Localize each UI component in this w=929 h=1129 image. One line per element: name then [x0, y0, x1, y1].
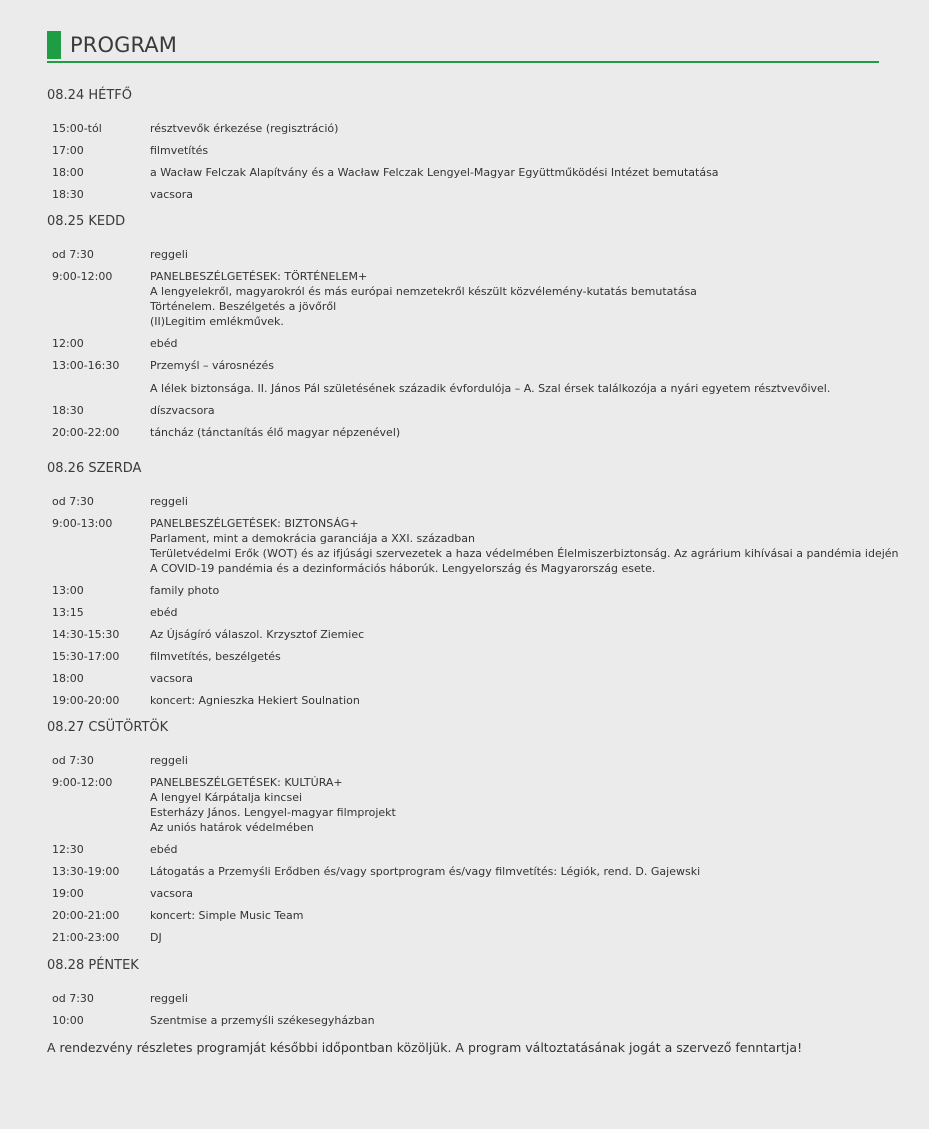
schedule-description-line: ebéd [150, 843, 178, 856]
schedule-description-line: résztvevők érkezése (regisztráció) [150, 122, 339, 135]
schedule-description [150, 775, 879, 835]
schedule-time: 17:00 [52, 144, 84, 157]
schedule-description-line: filmvetítés, beszélgetés [150, 650, 281, 663]
schedule-time: 15:00-tól [52, 122, 102, 135]
schedule-description [150, 864, 879, 879]
day-rows [47, 991, 879, 1028]
schedule-row [47, 358, 879, 373]
schedule-description-line: A lengyelekről, magyarokról és más európai nemzetekről készült közvélemény-kutatás bemutatása [150, 285, 697, 298]
schedule-description [150, 494, 879, 509]
day-rows [47, 753, 879, 945]
schedule-time: od 7:30 [52, 754, 94, 767]
schedule-row [47, 908, 879, 923]
schedule-description-line: A lengyel Kárpátalja kincsei [150, 791, 303, 804]
schedule-time: 13:15 [52, 606, 84, 619]
schedule-description [150, 336, 879, 351]
day-title: 08.28 PÉNTEK [47, 958, 139, 973]
schedule-time: 13:30-19:00 [52, 865, 120, 878]
schedule-row [47, 121, 879, 136]
schedule-row [47, 247, 879, 262]
day-rows [47, 247, 879, 440]
schedule-row [47, 336, 879, 351]
schedule-time: od 7:30 [52, 495, 94, 508]
day-title: 08.24 HÉTFŐ [47, 88, 132, 103]
schedule-row [47, 930, 879, 945]
schedule-description-line: A COVID-19 pandémia és a dezinformációs háborúk. Lengyelország és Magyarország esete. [150, 562, 656, 575]
footer-note: A rendezvény részletes programját későbbi időpontban közöljük. A program változtatásának jogát a szervező fenntartja! [47, 1040, 803, 1055]
schedule-description-line: Szentmise a przemyśli székesegyházban [150, 1014, 375, 1027]
schedule-row [47, 775, 879, 835]
schedule-description-line: Przemyśl – városnézés [150, 359, 275, 372]
day-section [47, 958, 879, 1028]
schedule-row [47, 605, 879, 620]
schedule-description-line: Az uniós határok védelmében [150, 821, 314, 834]
schedule-time: 18:00 [52, 672, 84, 685]
schedule-time: 12:30 [52, 843, 84, 856]
schedule-time: 12:00 [52, 337, 84, 350]
schedule-row [47, 494, 879, 509]
day-rows [47, 121, 879, 202]
schedule-description-line: reggeli [150, 495, 188, 508]
schedule-row [47, 753, 879, 768]
day-title: 08.26 SZERDA [47, 461, 142, 476]
schedule-row [47, 187, 879, 202]
schedule-description [150, 516, 899, 576]
schedule-description-line: Esterházy János. Lengyel-magyar filmprojekt [150, 806, 396, 819]
header-accent-bar [47, 31, 61, 59]
schedule-description [150, 627, 879, 642]
schedule-description-line: vacsora [150, 672, 194, 685]
schedule-time: od 7:30 [52, 248, 94, 261]
schedule-description-line: PANELBESZÉLGETÉSEK: TÖRTÉNELEM+ [150, 270, 368, 283]
schedule-description-line: reggeli [150, 992, 188, 1005]
schedule [47, 88, 899, 1028]
schedule-description-line: PANELBESZÉLGETÉSEK: KULTÚRA+ [150, 776, 343, 789]
schedule-description-line: (II)Legitim emlékművek. [150, 315, 284, 328]
schedule-description [150, 403, 879, 418]
schedule-description-line: A lélek biztonsága. II. János Pál születésének századik évfordulója – A. Szal érsek találkozója a nyári egyetem résztvevőivel. [150, 382, 831, 395]
schedule-description-line: a Wacław Felczak Alapítvány és a Wacław Felczak Lengyel-Magyar Együttműködési Intézet bemutatása [150, 166, 719, 179]
schedule-description-line: Történelem. Beszélgetés a jövőről [150, 300, 337, 313]
schedule-time: 13:00-16:30 [52, 359, 120, 372]
schedule-description [150, 693, 879, 708]
schedule-description [150, 649, 879, 664]
schedule-time: 9:00-12:00 [52, 776, 113, 789]
schedule-description-line: Az Újságíró válaszol. Krzysztof Ziemiec [150, 628, 365, 641]
schedule-row [47, 671, 879, 686]
schedule-description-line: díszvacsora [150, 404, 215, 417]
schedule-description-line: family photo [150, 584, 220, 597]
schedule-description-line: koncert: Agnieszka Hekiert Soulnation [150, 694, 360, 707]
schedule-row [47, 1013, 879, 1028]
schedule-description-line: ebéd [150, 337, 178, 350]
schedule-time: 19:00 [52, 887, 84, 900]
day-rows [47, 494, 899, 708]
schedule-row [47, 886, 879, 901]
schedule-description-line: Látogatás a Przemyśli Erődben és/vagy sportprogram és/vagy filmvetítés: Légiók, rend. D. Gajewski [150, 865, 701, 878]
schedule-time: 10:00 [52, 1014, 84, 1027]
schedule-row [47, 693, 879, 708]
schedule-row [47, 381, 879, 396]
schedule-time: od 7:30 [52, 992, 94, 1005]
schedule-description-line: koncert: Simple Music Team [150, 909, 304, 922]
schedule-description [150, 165, 879, 180]
schedule-description-line: vacsora [150, 887, 194, 900]
schedule-description [150, 605, 879, 620]
schedule-time: 18:30 [52, 188, 84, 201]
schedule-description [150, 583, 879, 598]
schedule-description [150, 425, 879, 440]
schedule-description [150, 753, 879, 768]
schedule-description [150, 121, 879, 136]
schedule-description-line: Területvédelmi Erők (WOT) és az ifjúsági szervezetek a haza védelmében Élelmiszerbiztonság. Az agrárium kihívásai a pandémia idején [150, 547, 899, 560]
schedule-time: 9:00-12:00 [52, 270, 113, 283]
schedule-row [47, 649, 879, 664]
day-section [47, 214, 879, 440]
schedule-description [150, 381, 879, 396]
schedule-description [150, 1013, 879, 1028]
schedule-description [150, 886, 879, 901]
schedule-description [150, 358, 879, 373]
schedule-time: 18:30 [52, 404, 84, 417]
schedule-description-line: PANELBESZÉLGETÉSEK: BIZTONSÁG+ [150, 517, 359, 530]
schedule-row [47, 842, 879, 857]
schedule-row [47, 403, 879, 418]
schedule-time: 9:00-13:00 [52, 517, 113, 530]
page-title: PROGRAM [70, 33, 177, 57]
schedule-description [150, 247, 879, 262]
schedule-time: 18:00 [52, 166, 84, 179]
schedule-description-line: vacsora [150, 188, 194, 201]
schedule-description [150, 908, 879, 923]
schedule-description-line: reggeli [150, 248, 188, 261]
schedule-description-line: ebéd [150, 606, 178, 619]
schedule-description [150, 842, 879, 857]
schedule-time: 15:30-17:00 [52, 650, 120, 663]
schedule-row [47, 269, 879, 329]
schedule-row [47, 165, 879, 180]
schedule-row [47, 627, 879, 642]
schedule-row [47, 991, 879, 1006]
schedule-description-line: DJ [150, 931, 162, 944]
schedule-description-line: filmvetítés [150, 144, 209, 157]
schedule-time: 21:00-23:00 [52, 931, 120, 944]
schedule-row [47, 864, 879, 879]
schedule-time: 20:00-21:00 [52, 909, 120, 922]
schedule-time: 14:30-15:30 [52, 628, 120, 641]
program-page [47, 31, 899, 1056]
day-section [47, 461, 899, 708]
schedule-description [150, 143, 879, 158]
schedule-description [150, 930, 879, 945]
schedule-description-line: táncház (tánctanítás élő magyar népzenével) [150, 426, 401, 439]
schedule-description [150, 991, 879, 1006]
schedule-time: 20:00-22:00 [52, 426, 120, 439]
schedule-time: 13:00 [52, 584, 84, 597]
schedule-time: 19:00-20:00 [52, 694, 120, 707]
schedule-row [47, 583, 879, 598]
program-header [47, 31, 879, 63]
day-title: 08.25 KEDD [47, 214, 126, 229]
day-section [47, 720, 879, 945]
schedule-description [150, 187, 879, 202]
day-section [47, 88, 879, 202]
schedule-description [150, 671, 879, 686]
day-title: 08.27 CSÜTÖRTÖK [47, 720, 169, 735]
schedule-row [47, 425, 879, 440]
schedule-row [47, 516, 899, 576]
schedule-time [47, 381, 150, 396]
schedule-row [47, 143, 879, 158]
schedule-description-line: Parlament, mint a demokrácia garanciája a XXI. században [150, 532, 475, 545]
schedule-description-line: reggeli [150, 754, 188, 767]
schedule-description [150, 269, 879, 329]
